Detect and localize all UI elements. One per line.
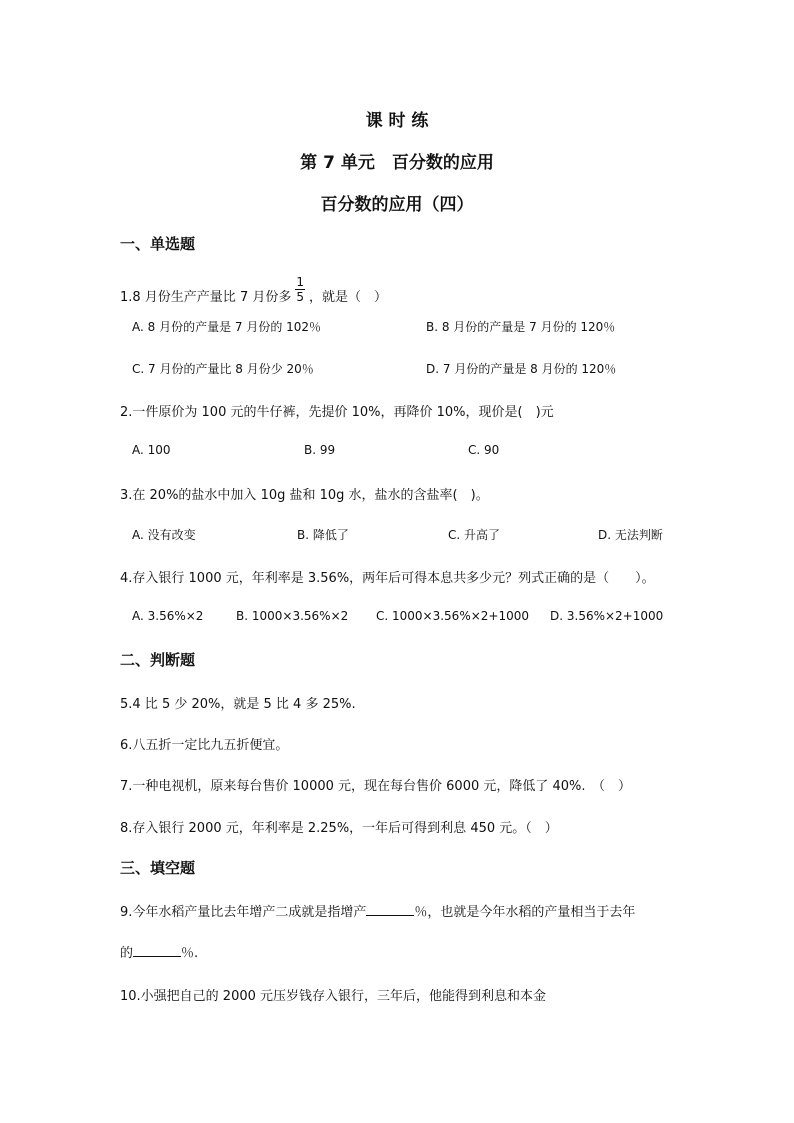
question-9-text-3: 的 bbox=[120, 946, 134, 961]
section-single-choice: 一、单选题 bbox=[120, 235, 196, 253]
lesson-title: 百分数的应用（四） bbox=[320, 195, 474, 215]
answer-blank-1[interactable] bbox=[366, 903, 414, 916]
q1-option-d[interactable]: D. 7 月份的产量是 8 月份的 120％ bbox=[426, 362, 617, 376]
fraction-denominator: 5 bbox=[296, 290, 304, 304]
fraction-one-fifth bbox=[295, 275, 305, 304]
question-4: 4.存入银行 1000 元，年利率是 3.56%，两年后可得本息共多少元？列式正确的是（ ）。 bbox=[120, 571, 655, 586]
q3-option-b[interactable]: B. 降低了 bbox=[297, 528, 349, 542]
question-8: 8.存入银行 2000 元，年利率是 2.25%，一年后可得到利息 450 元。（ ） bbox=[120, 821, 558, 836]
fraction-numerator: 1 bbox=[296, 275, 304, 289]
question-1-prefix: 1.8 月份生产产量比 7 月份多 bbox=[120, 290, 292, 305]
q4-option-c[interactable]: C. 1000×3.56%×2+1000 bbox=[376, 609, 530, 623]
q2-option-c[interactable]: C. 90 bbox=[468, 443, 500, 457]
q2-option-a[interactable]: A. 100 bbox=[132, 443, 171, 457]
q4-option-a[interactable]: A. 3.56%×2 bbox=[132, 609, 204, 623]
q2-option-b[interactable]: B. 99 bbox=[304, 443, 336, 457]
q4-option-b[interactable]: B. 1000×3.56%×2 bbox=[236, 609, 349, 623]
question-9-line-1 bbox=[120, 901, 635, 920]
question-2: 2.一件原价为 100 元的牛仔裤，先提价 10%，再降价 10%，现价是( )元 bbox=[120, 405, 554, 420]
question-1 bbox=[120, 275, 387, 312]
q4-option-d[interactable]: D. 3.56%×2+1000 bbox=[550, 609, 664, 623]
q3-option-d[interactable]: D. 无法判断 bbox=[598, 528, 663, 542]
question-9-line-2 bbox=[120, 942, 198, 961]
q1-option-b[interactable]: B. 8 月份的产量是 7 月份的 120％ bbox=[426, 320, 616, 334]
q3-option-c[interactable]: C. 升高了 bbox=[448, 528, 501, 542]
q1-option-a[interactable]: A. 8 月份的产量是 7 月份的 102％ bbox=[132, 320, 322, 334]
q3-option-a[interactable]: A. 没有改变 bbox=[132, 528, 196, 542]
question-7: 7.一种电视机，原来每台售价 10000 元，现在每台售价 6000 元，降低了 40%. （ ） bbox=[120, 779, 632, 794]
question-10: 10.小强把自己的 2000 元压岁钱存入银行，三年后，他能得到利息和本金 bbox=[120, 989, 547, 1004]
section-true-false: 二、判断题 bbox=[120, 651, 196, 669]
question-3: 3.在 20%的盐水中加入 10g 盐和 10g 水，盐水的含盐率( )。 bbox=[120, 488, 489, 503]
q1-option-c[interactable]: C. 7 月份的产量比 8 月份少 20％ bbox=[132, 362, 314, 376]
answer-blank-2[interactable] bbox=[133, 944, 181, 957]
worksheet-title: 课 时 练 bbox=[365, 111, 429, 131]
question-5: 5.4 比 5 少 20%，就是 5 比 4 多 25%. bbox=[120, 697, 356, 712]
section-fill-blank: 三、填空题 bbox=[120, 859, 196, 877]
question-9-text-4: ％. bbox=[181, 946, 199, 961]
question-1-suffix: ，就是（ ） bbox=[308, 290, 387, 305]
question-9-text-1: 9.今年水稻产量比去年增产二成就是指增产 bbox=[120, 905, 367, 920]
unit-title: 第 7 单元 百分数的应用 bbox=[300, 153, 494, 173]
question-6: 6.八五折一定比九五折便宜。 bbox=[120, 738, 289, 753]
question-9-text-2: ％，也就是今年水稻的产量相当于去年 bbox=[414, 905, 636, 920]
